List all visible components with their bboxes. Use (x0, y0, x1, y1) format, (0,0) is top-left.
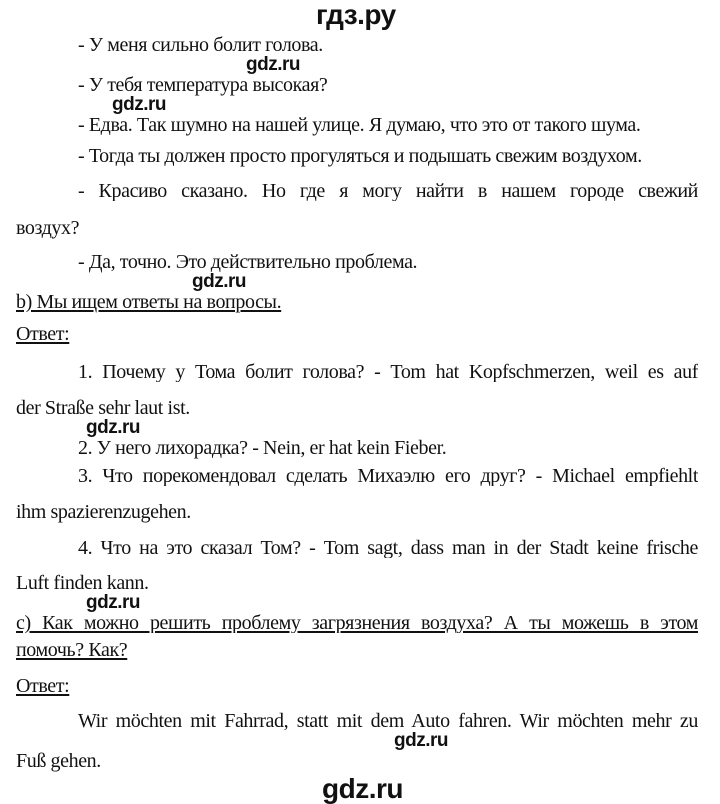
answer-item-cont: ihm spazierenzugehen. (16, 501, 191, 523)
watermark: gdz.ru (246, 54, 300, 75)
answer-text: Wir möchten mit Fahrrad, statt mit dem Auto fahren. Wir möchten mehr zu (78, 711, 698, 731)
watermark: gdz.ru (192, 271, 246, 292)
section-b-heading: b) Мы ищем ответы на вопросы. (16, 291, 282, 313)
answer-item: 2. У него лихорадка? - Nein, er hat kein Fieber. (78, 437, 447, 459)
dialogue-line: - У меня сильно болит голова. (78, 34, 323, 56)
answer-item-cont: Luft finden kann. (16, 572, 149, 594)
answer-text-cont: Fuß gehen. (16, 750, 101, 772)
dialogue-line: воздух? (16, 217, 80, 239)
answer-label: Ответ: (16, 323, 70, 345)
section-c-heading: c) Как можно решить проблему загрязнения воздуха? А ты можешь в этом (16, 613, 698, 633)
dialogue-line: - Да, точно. Это действительно проблема. (78, 251, 418, 273)
dialogue-line: - Красиво сказано. Но где я могу найти в нашем городе свежий (78, 181, 698, 201)
answer-item-cont: der Straße sehr laut ist. (16, 397, 190, 419)
footer-watermark: gdz.ru (322, 773, 403, 804)
watermark: gdz.ru (86, 592, 140, 613)
dialogue-line: - Тогда ты должен просто прогуляться и подышать свежим воздухом. (78, 145, 642, 167)
watermark: gdz.ru (112, 94, 166, 115)
watermark: gdz.ru (394, 730, 448, 751)
answer-label: Ответ: (16, 675, 70, 697)
answer-item: 4. Что на это сказал Том? - Tom sagt, dass man in der Stadt keine frische (78, 538, 698, 558)
watermark: gdz.ru (86, 417, 140, 438)
dialogue-line: - Едва. Так шумно на нашей улице. Я думаю, что это от такого шума. (78, 114, 641, 136)
dialogue-line: - У тебя температура высокая? (78, 74, 328, 96)
header-watermark: гдз.ру (316, 0, 396, 30)
answer-item: 3. Что порекомендовал сделать Михаэлю его друг? - Michael empfiehlt (78, 466, 698, 486)
answer-item: 1. Почему у Тома болит голова? - Tom hat Kopfschmerzen, weil es auf (78, 362, 698, 382)
section-c-heading-cont: помочь? Как? (16, 639, 128, 661)
